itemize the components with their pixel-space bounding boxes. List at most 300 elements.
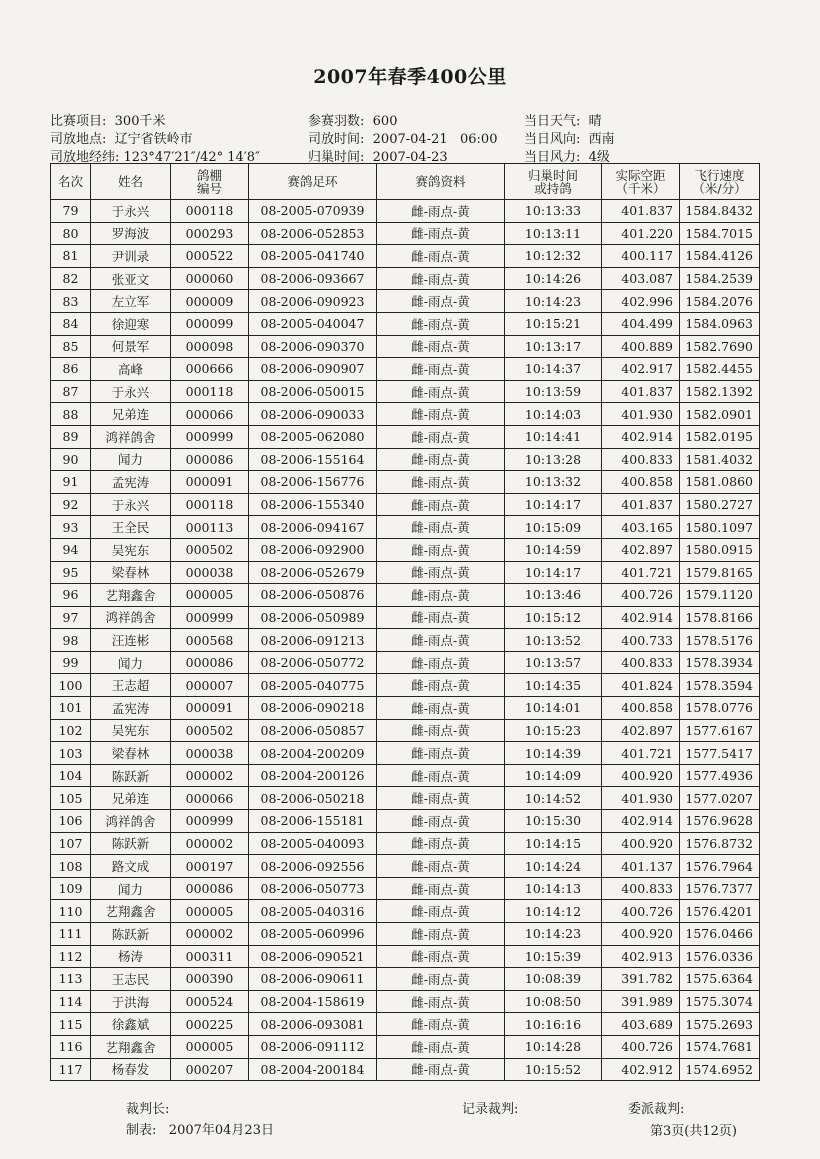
cell-name: 尹训录 (91, 245, 171, 268)
cell-pigeon-info: 雌-雨点-黄 (377, 764, 505, 787)
cell-ring: 08-2006-155340 (249, 493, 377, 516)
cell-rank: 79 (51, 200, 91, 223)
cell-ring: 08-2006-092556 (249, 855, 377, 878)
cell-speed: 1584.0963 (680, 312, 760, 335)
table-row (51, 584, 760, 607)
cell-name: 陈跃新 (91, 923, 171, 946)
header-pigeon-info: 赛鸽资料 (377, 164, 505, 200)
header-loft-id: 鸽棚 编号 (171, 164, 249, 200)
cell-distance: 401.824 (602, 674, 680, 697)
cell-name: 吴宪东 (91, 538, 171, 561)
header-return-time: 归巢时间 或持鸽 (505, 164, 602, 200)
return-label: 归巢时间: (308, 150, 365, 165)
cell-loft-id: 000524 (171, 990, 249, 1013)
cell-speed: 1577.4936 (680, 764, 760, 787)
cell-pigeon-info: 雌-雨点-黄 (377, 787, 505, 810)
cell-rank: 85 (51, 335, 91, 358)
cell-distance: 401.220 (602, 222, 680, 245)
cell-loft-id: 000999 (171, 425, 249, 448)
cell-name: 艺翔鑫舍 (91, 900, 171, 923)
cell-speed: 1574.6952 (680, 1058, 760, 1081)
cell-name: 王志民 (91, 968, 171, 991)
cell-distance: 403.165 (602, 516, 680, 539)
cell-rank: 81 (51, 245, 91, 268)
table-row (51, 358, 760, 381)
cell-name: 高峰 (91, 358, 171, 381)
cell-pigeon-info: 雌-雨点-黄 (377, 561, 505, 584)
cell-rank: 90 (51, 448, 91, 471)
cell-loft-id: 000568 (171, 629, 249, 652)
cell-return-time: 10:13:59 (505, 380, 602, 403)
cell-loft-id: 000091 (171, 697, 249, 720)
cell-return-time: 10:14:17 (505, 561, 602, 584)
cell-return-time: 10:14:59 (505, 538, 602, 561)
cell-distance: 391.989 (602, 990, 680, 1013)
cell-return-time: 10:14:28 (505, 1035, 602, 1058)
cell-distance: 400.726 (602, 584, 680, 607)
cell-ring: 08-2006-094167 (249, 516, 377, 539)
table-row (51, 1058, 760, 1081)
cell-ring: 08-2006-052679 (249, 561, 377, 584)
cell-pigeon-info: 雌-雨点-黄 (377, 606, 505, 629)
cell-return-time: 10:15:21 (505, 312, 602, 335)
cell-loft-id: 000225 (171, 1013, 249, 1036)
cell-ring: 08-2006-092900 (249, 538, 377, 561)
cell-loft-id: 000038 (171, 561, 249, 584)
cell-pigeon-info: 雌-雨点-黄 (377, 1058, 505, 1081)
header-ring: 赛鸽足环 (249, 164, 377, 200)
cell-loft-id: 000002 (171, 832, 249, 855)
cell-name: 鸿祥鸽舍 (91, 810, 171, 833)
cell-name: 陈跃新 (91, 832, 171, 855)
table-row (51, 923, 760, 946)
table-row (51, 403, 760, 426)
cell-rank: 117 (51, 1058, 91, 1081)
cell-distance: 401.837 (602, 200, 680, 223)
cell-name: 于永兴 (91, 200, 171, 223)
cell-loft-id: 000005 (171, 900, 249, 923)
cell-name: 闻力 (91, 448, 171, 471)
cell-speed: 1577.5417 (680, 742, 760, 765)
cell-loft-id: 000502 (171, 538, 249, 561)
table-row (51, 742, 760, 765)
cell-distance: 402.912 (602, 1058, 680, 1081)
wind-direction-info (524, 128, 615, 147)
cell-rank: 115 (51, 1013, 91, 1036)
cell-ring: 08-2006-050772 (249, 651, 377, 674)
event-label: 比赛项目: (50, 114, 107, 129)
cell-name: 孟宪涛 (91, 697, 171, 720)
cell-pigeon-info: 雌-雨点-黄 (377, 855, 505, 878)
cell-ring: 08-2005-060996 (249, 923, 377, 946)
cell-distance: 401.837 (602, 493, 680, 516)
table-row (51, 448, 760, 471)
release-value: 2007-04-21 06:00 (372, 132, 498, 147)
event-value: 300千米 (114, 114, 166, 129)
cell-distance: 402.897 (602, 719, 680, 742)
cell-distance: 400.889 (602, 335, 680, 358)
cell-loft-id: 000007 (171, 674, 249, 697)
cell-speed: 1580.2727 (680, 493, 760, 516)
cell-speed: 1576.0336 (680, 945, 760, 968)
cell-speed: 1574.7681 (680, 1035, 760, 1058)
cell-rank: 88 (51, 403, 91, 426)
return-value: 2007-04-23 (372, 150, 448, 165)
release-info (308, 128, 497, 147)
cell-rank: 105 (51, 787, 91, 810)
cell-name: 王志超 (91, 674, 171, 697)
cell-distance: 402.996 (602, 290, 680, 313)
cell-distance: 403.087 (602, 267, 680, 290)
release-label: 司放时间: (308, 132, 365, 147)
header-rank: 名次 (51, 164, 91, 200)
cell-pigeon-info: 雌-雨点-黄 (377, 742, 505, 765)
cell-ring: 08-2006-090907 (249, 358, 377, 381)
cell-rank: 106 (51, 810, 91, 833)
cell-pigeon-info: 雌-雨点-黄 (377, 674, 505, 697)
cell-loft-id: 000666 (171, 358, 249, 381)
table-row (51, 222, 760, 245)
cell-speed: 1578.5176 (680, 629, 760, 652)
cell-return-time: 10:15:23 (505, 719, 602, 742)
cell-name: 闻力 (91, 651, 171, 674)
cell-return-time: 10:13:46 (505, 584, 602, 607)
cell-distance: 400.920 (602, 764, 680, 787)
cell-rank: 114 (51, 990, 91, 1013)
cell-return-time: 10:15:52 (505, 1058, 602, 1081)
cell-speed: 1584.2076 (680, 290, 760, 313)
cell-loft-id: 000999 (171, 810, 249, 833)
wind-direction-value: 西南 (588, 132, 615, 147)
birds-value: 600 (372, 114, 398, 129)
cell-ring: 08-2004-200209 (249, 742, 377, 765)
page-number: 第3页(共12页) (650, 1124, 737, 1139)
cell-pigeon-info: 雌-雨点-黄 (377, 358, 505, 381)
cell-loft-id: 000390 (171, 968, 249, 991)
cell-pigeon-info: 雌-雨点-黄 (377, 1013, 505, 1036)
cell-speed: 1576.7377 (680, 877, 760, 900)
cell-pigeon-info: 雌-雨点-黄 (377, 290, 505, 313)
cell-name: 兄弟连 (91, 403, 171, 426)
cell-speed: 1576.4201 (680, 900, 760, 923)
cell-loft-id: 000118 (171, 380, 249, 403)
table-row (51, 990, 760, 1013)
cell-speed: 1580.1097 (680, 516, 760, 539)
cell-rank: 83 (51, 290, 91, 313)
cell-pigeon-info: 雌-雨点-黄 (377, 245, 505, 268)
cell-return-time: 10:13:57 (505, 651, 602, 674)
table-row (51, 877, 760, 900)
cell-pigeon-info: 雌-雨点-黄 (377, 968, 505, 991)
cell-speed: 1582.4455 (680, 358, 760, 381)
cell-speed: 1579.1120 (680, 584, 760, 607)
cell-pigeon-info: 雌-雨点-黄 (377, 900, 505, 923)
cell-name: 杨春发 (91, 1058, 171, 1081)
cell-return-time: 10:14:09 (505, 764, 602, 787)
weather-value: 晴 (588, 114, 602, 129)
cell-name: 孟宪涛 (91, 471, 171, 494)
wind-direction-label: 当日风向: (524, 132, 581, 147)
cell-ring: 08-2006-156776 (249, 471, 377, 494)
cell-rank: 111 (51, 923, 91, 946)
coords-label: 司放地经纬: (50, 150, 120, 165)
cell-name: 梁春林 (91, 561, 171, 584)
cell-ring: 08-2006-052853 (249, 222, 377, 245)
cell-pigeon-info: 雌-雨点-黄 (377, 651, 505, 674)
cell-loft-id: 000099 (171, 312, 249, 335)
cell-return-time: 10:13:52 (505, 629, 602, 652)
cell-pigeon-info: 雌-雨点-黄 (377, 403, 505, 426)
cell-ring: 08-2006-050857 (249, 719, 377, 742)
cell-speed: 1576.7964 (680, 855, 760, 878)
wind-force-label: 当日风力: (524, 150, 581, 165)
cell-ring: 08-2006-091213 (249, 629, 377, 652)
cell-rank: 82 (51, 267, 91, 290)
cell-return-time: 10:15:30 (505, 810, 602, 833)
cell-return-time: 10:13:17 (505, 335, 602, 358)
cell-name: 陈跃新 (91, 764, 171, 787)
cell-ring: 08-2006-093081 (249, 1013, 377, 1036)
table-row (51, 267, 760, 290)
cell-name: 罗海波 (91, 222, 171, 245)
cell-speed: 1581.0860 (680, 471, 760, 494)
table-row (51, 697, 760, 720)
cell-pigeon-info: 雌-雨点-黄 (377, 877, 505, 900)
cell-distance: 402.914 (602, 606, 680, 629)
cell-distance: 402.917 (602, 358, 680, 381)
cell-loft-id: 000005 (171, 584, 249, 607)
prepared-date: 2007年04月23日 (168, 1123, 274, 1138)
cell-return-time: 10:14:35 (505, 674, 602, 697)
cell-loft-id: 000038 (171, 742, 249, 765)
cell-ring: 08-2005-040775 (249, 674, 377, 697)
wind-force-value: 4级 (588, 150, 610, 165)
cell-loft-id: 000293 (171, 222, 249, 245)
cell-return-time: 10:14:41 (505, 425, 602, 448)
cell-rank: 97 (51, 606, 91, 629)
place-info (50, 128, 193, 147)
cell-return-time: 10:14:15 (505, 832, 602, 855)
cell-ring: 08-2004-200126 (249, 764, 377, 787)
cell-pigeon-info: 雌-雨点-黄 (377, 1035, 505, 1058)
cell-return-time: 10:15:39 (505, 945, 602, 968)
cell-loft-id: 000005 (171, 1035, 249, 1058)
prepared-label: 制表: (126, 1123, 157, 1138)
prepared-by (126, 1119, 274, 1138)
cell-pigeon-info: 雌-雨点-黄 (377, 312, 505, 335)
cell-ring: 08-2006-093667 (249, 267, 377, 290)
cell-return-time: 10:08:39 (505, 968, 602, 991)
table-row (51, 787, 760, 810)
cell-distance: 400.726 (602, 900, 680, 923)
cell-loft-id: 000060 (171, 267, 249, 290)
cell-name: 艺翔鑫舍 (91, 1035, 171, 1058)
birds-label: 参赛羽数: (308, 114, 365, 129)
table-row (51, 561, 760, 584)
cell-ring: 08-2006-050876 (249, 584, 377, 607)
cell-loft-id: 000091 (171, 471, 249, 494)
table-row (51, 855, 760, 878)
cell-pigeon-info: 雌-雨点-黄 (377, 200, 505, 223)
weather-label: 当日天气: (524, 114, 581, 129)
cell-speed: 1576.0466 (680, 923, 760, 946)
table-row (51, 312, 760, 335)
cell-distance: 400.920 (602, 832, 680, 855)
table-row (51, 425, 760, 448)
cell-distance: 402.914 (602, 425, 680, 448)
cell-return-time: 10:13:32 (505, 471, 602, 494)
cell-distance: 400.726 (602, 1035, 680, 1058)
cell-pigeon-info: 雌-雨点-黄 (377, 923, 505, 946)
cell-pigeon-info: 雌-雨点-黄 (377, 267, 505, 290)
cell-speed: 1575.3074 (680, 990, 760, 1013)
cell-loft-id: 000207 (171, 1058, 249, 1081)
event-info (50, 110, 165, 129)
cell-name: 闻力 (91, 877, 171, 900)
cell-return-time: 10:14:17 (505, 493, 602, 516)
cell-loft-id: 000086 (171, 651, 249, 674)
results-table (50, 163, 760, 1081)
cell-ring: 08-2006-050218 (249, 787, 377, 810)
table-row (51, 335, 760, 358)
cell-rank: 113 (51, 968, 91, 991)
cell-pigeon-info: 雌-雨点-黄 (377, 380, 505, 403)
cell-distance: 401.137 (602, 855, 680, 878)
cell-loft-id: 000113 (171, 516, 249, 539)
cell-rank: 86 (51, 358, 91, 381)
cell-return-time: 10:14:03 (505, 403, 602, 426)
cell-speed: 1578.3934 (680, 651, 760, 674)
cell-return-time: 10:12:32 (505, 245, 602, 268)
cell-rank: 116 (51, 1035, 91, 1058)
cell-distance: 404.499 (602, 312, 680, 335)
cell-name: 鸿祥鸽舍 (91, 425, 171, 448)
cell-ring: 08-2006-090923 (249, 290, 377, 313)
cell-rank: 95 (51, 561, 91, 584)
cell-rank: 103 (51, 742, 91, 765)
table-row (51, 493, 760, 516)
cell-distance: 400.733 (602, 629, 680, 652)
table-row (51, 900, 760, 923)
cell-rank: 94 (51, 538, 91, 561)
cell-speed: 1575.2693 (680, 1013, 760, 1036)
cell-loft-id: 000999 (171, 606, 249, 629)
table-row (51, 1035, 760, 1058)
cell-rank: 104 (51, 764, 91, 787)
cell-loft-id: 000002 (171, 764, 249, 787)
cell-return-time: 10:14:52 (505, 787, 602, 810)
cell-distance: 400.858 (602, 697, 680, 720)
cell-ring: 08-2005-040093 (249, 832, 377, 855)
place-label: 司放地点: (50, 132, 107, 147)
table-row (51, 245, 760, 268)
cell-pigeon-info: 雌-雨点-黄 (377, 990, 505, 1013)
table-row (51, 719, 760, 742)
cell-name: 徐鑫斌 (91, 1013, 171, 1036)
cell-speed: 1578.3594 (680, 674, 760, 697)
cell-loft-id: 000086 (171, 877, 249, 900)
table-row (51, 832, 760, 855)
cell-name: 王全民 (91, 516, 171, 539)
cell-pigeon-info: 雌-雨点-黄 (377, 448, 505, 471)
cell-return-time: 10:14:12 (505, 900, 602, 923)
cell-name: 鸿祥鸽舍 (91, 606, 171, 629)
cell-name: 兄弟连 (91, 787, 171, 810)
cell-rank: 101 (51, 697, 91, 720)
cell-rank: 91 (51, 471, 91, 494)
chief-judge-label: 裁判长: (126, 1102, 170, 1117)
table-row (51, 606, 760, 629)
cell-rank: 110 (51, 900, 91, 923)
cell-pigeon-info: 雌-雨点-黄 (377, 832, 505, 855)
cell-distance: 400.858 (602, 471, 680, 494)
page-title: 2007年春季400公里 (313, 66, 507, 88)
cell-return-time: 10:14:37 (505, 358, 602, 381)
cell-return-time: 10:13:28 (505, 448, 602, 471)
cell-return-time: 10:16:16 (505, 1013, 602, 1036)
cell-ring: 08-2006-155164 (249, 448, 377, 471)
cell-pigeon-info: 雌-雨点-黄 (377, 945, 505, 968)
cell-name: 何景军 (91, 335, 171, 358)
cell-speed: 1578.0776 (680, 697, 760, 720)
table-header-row (51, 164, 760, 200)
cell-rank: 109 (51, 877, 91, 900)
table-row (51, 1013, 760, 1036)
cell-ring: 08-2005-040047 (249, 312, 377, 335)
cell-distance: 401.930 (602, 403, 680, 426)
cell-distance: 403.689 (602, 1013, 680, 1036)
cell-speed: 1582.1392 (680, 380, 760, 403)
cell-speed: 1584.8432 (680, 200, 760, 223)
cell-ring: 08-2006-050015 (249, 380, 377, 403)
cell-rank: 98 (51, 629, 91, 652)
table-row (51, 651, 760, 674)
cell-pigeon-info: 雌-雨点-黄 (377, 584, 505, 607)
cell-speed: 1576.9628 (680, 810, 760, 833)
cell-loft-id: 000002 (171, 923, 249, 946)
cell-rank: 92 (51, 493, 91, 516)
cell-ring: 08-2004-158619 (249, 990, 377, 1013)
cell-return-time: 10:15:12 (505, 606, 602, 629)
cell-rank: 84 (51, 312, 91, 335)
cell-loft-id: 000118 (171, 493, 249, 516)
cell-distance: 400.833 (602, 651, 680, 674)
cell-name: 徐迎寒 (91, 312, 171, 335)
table-row (51, 810, 760, 833)
cell-return-time: 10:14:39 (505, 742, 602, 765)
cell-pigeon-info: 雌-雨点-黄 (377, 335, 505, 358)
cell-speed: 1581.4032 (680, 448, 760, 471)
table-row (51, 629, 760, 652)
cell-rank: 96 (51, 584, 91, 607)
cell-ring: 08-2006-090033 (249, 403, 377, 426)
cell-distance: 391.782 (602, 968, 680, 991)
cell-return-time: 10:14:23 (505, 290, 602, 313)
cell-pigeon-info: 雌-雨点-黄 (377, 493, 505, 516)
cell-pigeon-info: 雌-雨点-黄 (377, 629, 505, 652)
cell-name: 于洪海 (91, 990, 171, 1013)
cell-rank: 100 (51, 674, 91, 697)
cell-loft-id: 000118 (171, 200, 249, 223)
cell-rank: 112 (51, 945, 91, 968)
table-row (51, 200, 760, 223)
cell-ring: 08-2006-090370 (249, 335, 377, 358)
table-row (51, 471, 760, 494)
cell-pigeon-info: 雌-雨点-黄 (377, 697, 505, 720)
table-row (51, 290, 760, 313)
cell-speed: 1575.6364 (680, 968, 760, 991)
cell-return-time: 10:14:13 (505, 877, 602, 900)
